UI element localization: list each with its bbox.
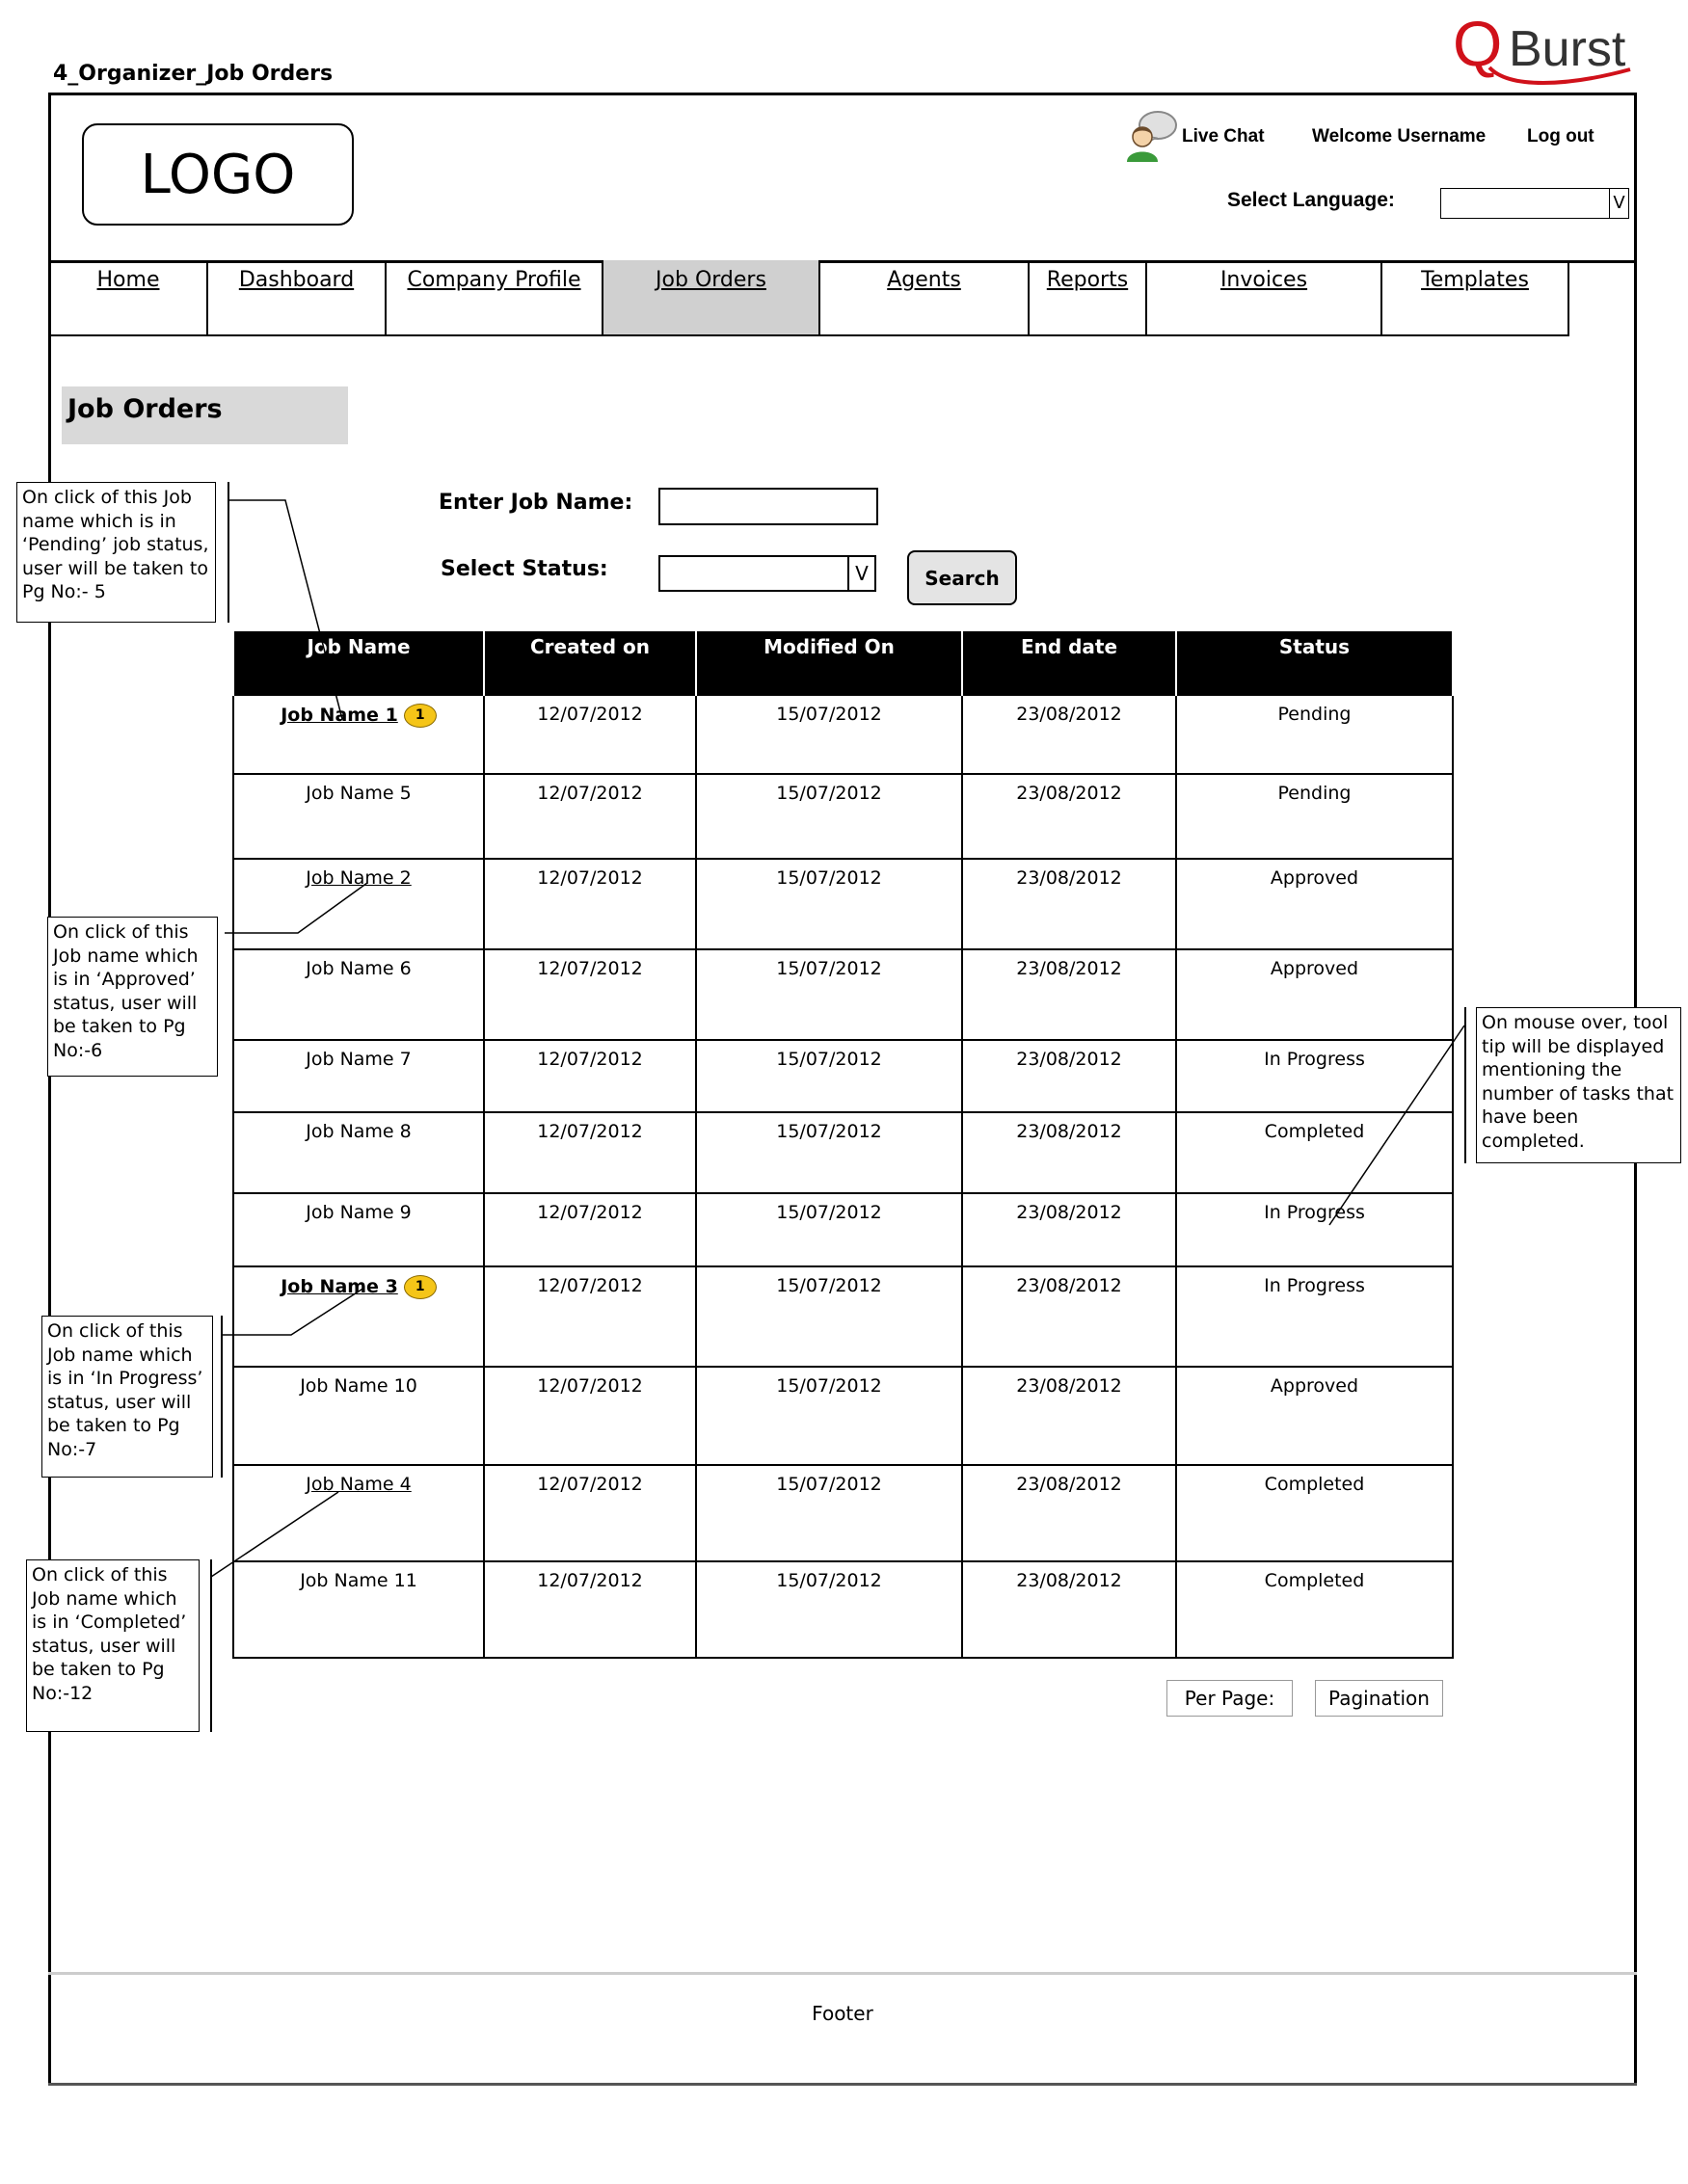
job-name-cell[interactable] — [233, 1465, 484, 1561]
nav-tab-invoices[interactable]: Invoices — [1147, 260, 1382, 336]
end-date-cell: 23/08/2012 — [962, 1367, 1176, 1465]
modified-on-cell: 15/07/2012 — [696, 1561, 962, 1658]
created-on-cell: 12/07/2012 — [484, 774, 696, 859]
table-row — [233, 859, 1453, 949]
job-name-text: Job Name 11 — [300, 1570, 417, 1591]
job-name-cell — [233, 774, 484, 859]
annotation-completed: On click of this Job name which is in ‘Completed’ status, user will be taken to Pg No:-12 — [26, 1559, 200, 1732]
column-header-modified-on[interactable]: Modified On — [696, 631, 962, 695]
job-name-link[interactable]: Job Name 1 — [281, 705, 398, 726]
job-name-input[interactable] — [658, 488, 878, 525]
per-page-control[interactable]: Per Page: — [1166, 1680, 1293, 1717]
nav-tab-agents[interactable]: Agents — [820, 260, 1030, 336]
status-cell: Approved — [1176, 949, 1453, 1040]
status-cell: In Progress — [1176, 1193, 1453, 1266]
main-nav — [48, 260, 1569, 336]
job-name-cell — [233, 949, 484, 1040]
brand-initial: Q — [1453, 8, 1503, 79]
column-header-status[interactable]: Status — [1176, 631, 1453, 695]
table-row — [233, 1561, 1453, 1658]
created-on-cell: 12/07/2012 — [484, 1367, 696, 1465]
job-name-cell[interactable] — [233, 859, 484, 949]
nav-tab-templates[interactable]: Templates — [1382, 260, 1569, 336]
job-name-text: Job Name 5 — [306, 783, 412, 804]
job-name-cell — [233, 1112, 484, 1193]
end-date-cell: 23/08/2012 — [962, 1193, 1176, 1266]
status-cell: Pending — [1176, 774, 1453, 859]
status-cell: Completed — [1176, 1561, 1453, 1658]
job-name-link[interactable]: Job Name 2 — [306, 867, 412, 889]
table-row — [233, 695, 1453, 774]
job-name-text: Job Name 8 — [306, 1121, 412, 1142]
table-row — [233, 1040, 1453, 1112]
column-header-created-on[interactable]: Created on — [484, 631, 696, 695]
job-name-cell[interactable] — [233, 695, 484, 774]
table-header-row — [233, 631, 1453, 695]
status-cell: In Progress — [1176, 1040, 1453, 1112]
live-chat-link[interactable]: Live Chat — [1182, 126, 1265, 146]
annotation-bracket — [228, 482, 229, 623]
live-chat-icon[interactable] — [1123, 108, 1179, 162]
end-date-cell: 23/08/2012 — [962, 859, 1176, 949]
status-cell: Completed — [1176, 1112, 1453, 1193]
end-date-cell: 23/08/2012 — [962, 1266, 1176, 1367]
language-select[interactable] — [1440, 188, 1629, 219]
created-on-cell: 12/07/2012 — [484, 1465, 696, 1561]
job-name-label: Enter Job Name: — [439, 491, 633, 515]
table-row — [233, 774, 1453, 859]
modified-on-cell: 15/07/2012 — [696, 1193, 962, 1266]
modified-on-cell: 15/07/2012 — [696, 1040, 962, 1112]
status-cell: Approved — [1176, 859, 1453, 949]
annotation-bracket — [210, 1559, 212, 1732]
task-count-badge[interactable]: 1 — [404, 704, 437, 728]
job-name-link[interactable]: Job Name 3 — [281, 1276, 398, 1297]
job-orders-table — [232, 631, 1454, 1659]
column-header-job-name[interactable]: Job Name — [233, 631, 484, 695]
job-name-cell — [233, 1040, 484, 1112]
end-date-cell: 23/08/2012 — [962, 1465, 1176, 1561]
welcome-text: Welcome Username — [1312, 126, 1487, 146]
table-row — [233, 1193, 1453, 1266]
annotation-pending: On click of this Job name which is in ‘Pending’ job status, user will be taken to Pg No:- 5 — [16, 482, 216, 623]
column-header-end-date[interactable]: End date — [962, 631, 1176, 695]
brand-rest: Burst — [1509, 21, 1626, 77]
job-name-text: Job Name 6 — [306, 958, 412, 979]
status-label: Select Status: — [441, 557, 608, 581]
created-on-cell: 12/07/2012 — [484, 949, 696, 1040]
nav-tab-reports[interactable]: Reports — [1030, 260, 1147, 336]
annotation-tooltip: On mouse over, tool tip will be displayed mentioning the number of tasks that have been completed. — [1476, 1007, 1681, 1163]
status-cell: Completed — [1176, 1465, 1453, 1561]
table-row — [233, 1266, 1453, 1367]
end-date-cell: 23/08/2012 — [962, 774, 1176, 859]
language-label: Select Language: — [1227, 189, 1395, 211]
chevron-down-icon[interactable]: V — [1609, 189, 1628, 218]
nav-tab-job-orders[interactable]: Job Orders — [603, 260, 820, 336]
job-name-link[interactable]: Job Name 4 — [306, 1474, 412, 1495]
modified-on-cell: 15/07/2012 — [696, 1465, 962, 1561]
end-date-cell: 23/08/2012 — [962, 1040, 1176, 1112]
table-row — [233, 1465, 1453, 1561]
end-date-cell: 23/08/2012 — [962, 1561, 1176, 1658]
created-on-cell: 12/07/2012 — [484, 1266, 696, 1367]
logo-placeholder[interactable]: LOGO — [82, 123, 354, 226]
annotation-bracket — [1464, 1007, 1466, 1163]
created-on-cell: 12/07/2012 — [484, 859, 696, 949]
page-title: 4_Organizer_Job Orders — [53, 62, 334, 86]
created-on-cell: 12/07/2012 — [484, 695, 696, 774]
job-name-text: Job Name 9 — [306, 1202, 412, 1223]
modified-on-cell: 15/07/2012 — [696, 1367, 962, 1465]
qburst-logo — [1451, 8, 1634, 93]
created-on-cell: 12/07/2012 — [484, 1561, 696, 1658]
annotation-approved: On click of this Job name which is in ‘Approved’ status, user will be taken to Pg No:-6 — [47, 917, 218, 1077]
annotation-bracket — [221, 1316, 223, 1478]
job-name-text: Job Name 10 — [300, 1375, 417, 1397]
nav-tab-home[interactable]: Home — [48, 260, 208, 336]
end-date-cell: 23/08/2012 — [962, 695, 1176, 774]
status-select[interactable] — [658, 555, 876, 592]
modified-on-cell: 15/07/2012 — [696, 859, 962, 949]
table-row — [233, 1112, 1453, 1193]
job-name-cell — [233, 1367, 484, 1465]
modified-on-cell: 15/07/2012 — [696, 949, 962, 1040]
status-cell: In Progress — [1176, 1266, 1453, 1367]
created-on-cell: 12/07/2012 — [484, 1193, 696, 1266]
modified-on-cell: 15/07/2012 — [696, 1112, 962, 1193]
created-on-cell: 12/07/2012 — [484, 1040, 696, 1112]
section-title: Job Orders — [62, 386, 348, 444]
job-name-cell — [233, 1561, 484, 1658]
search-button[interactable]: Search — [907, 550, 1017, 605]
job-name-cell — [233, 1193, 484, 1266]
pagination-control[interactable]: Pagination — [1315, 1680, 1443, 1717]
annotation-in-progress: On click of this Job name which is in ‘In Progress’ status, user will be taken to Pg No:-7 — [41, 1316, 213, 1478]
table-row — [233, 1367, 1453, 1465]
table-row — [233, 949, 1453, 1040]
status-cell: Approved — [1176, 1367, 1453, 1465]
status-cell: Pending — [1176, 695, 1453, 774]
end-date-cell: 23/08/2012 — [962, 949, 1176, 1040]
footer: Footer — [48, 1972, 1637, 2086]
chevron-down-icon[interactable]: V — [847, 557, 874, 590]
modified-on-cell: 15/07/2012 — [696, 695, 962, 774]
created-on-cell: 12/07/2012 — [484, 1112, 696, 1193]
nav-tab-company-profile[interactable]: Company Profile — [387, 260, 603, 336]
end-date-cell: 23/08/2012 — [962, 1112, 1176, 1193]
modified-on-cell: 15/07/2012 — [696, 1266, 962, 1367]
task-count-badge[interactable]: 1 — [404, 1275, 437, 1299]
nav-tab-dashboard[interactable]: Dashboard — [208, 260, 387, 336]
modified-on-cell: 15/07/2012 — [696, 774, 962, 859]
job-name-cell[interactable] — [233, 1266, 484, 1367]
logout-link[interactable]: Log out — [1527, 126, 1594, 146]
job-name-text: Job Name 7 — [306, 1049, 412, 1070]
